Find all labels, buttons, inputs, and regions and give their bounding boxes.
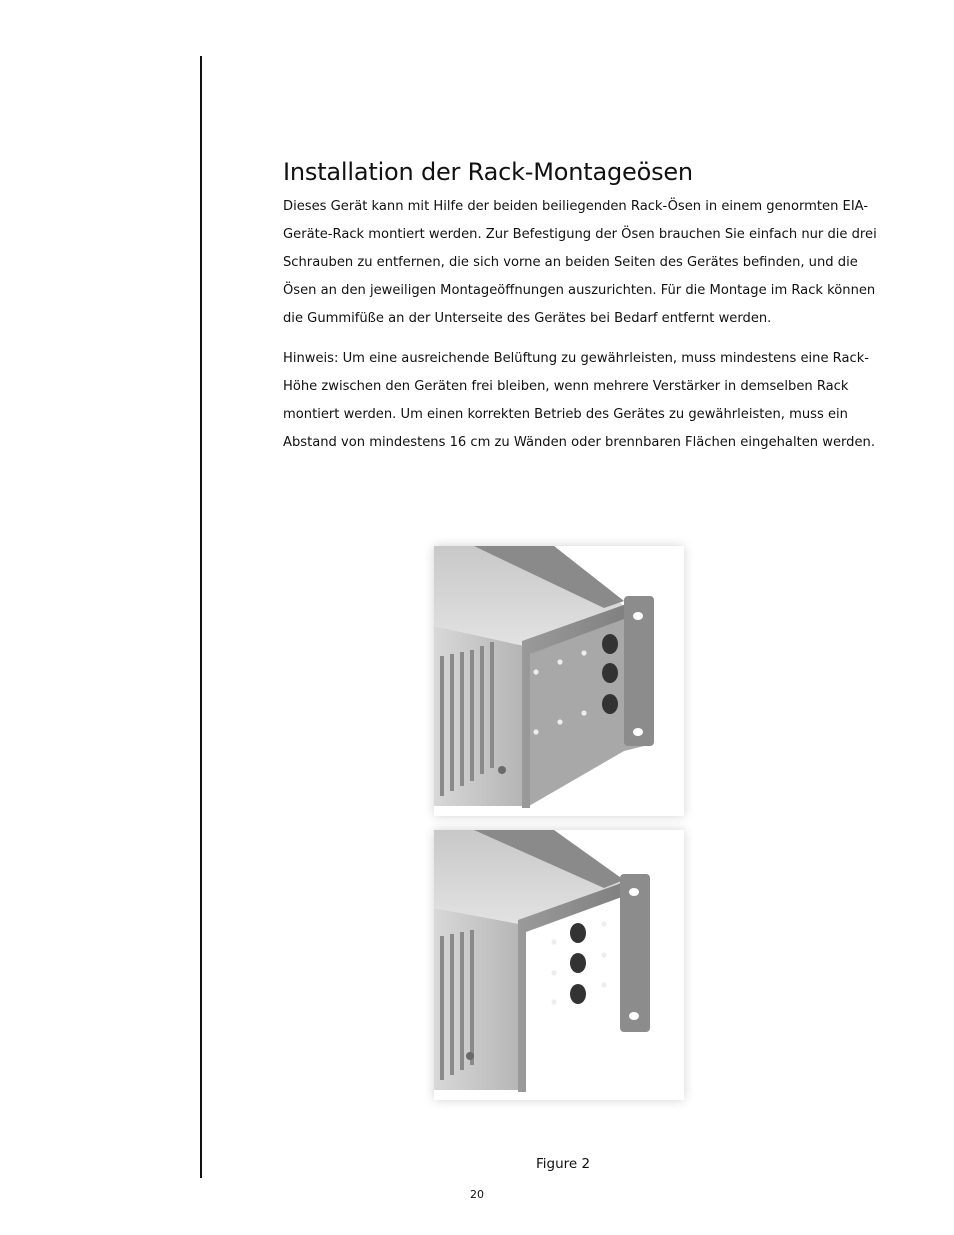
figure-rack-ears (434, 546, 684, 1114)
page-number: 20 (470, 1188, 484, 1201)
main-content (283, 155, 895, 469)
page-title: Installation der Rack-Montageösen (283, 158, 693, 186)
margin-rule (200, 56, 202, 1178)
paragraph-installation: Dieses Gerät kann mit Hilfe der beiden beiliegenden Rack-Ösen in einem genormten EIA-Geräte-Rack montiert werden. Zur Befestigung der Ösen brauchen Sie einfach nur die drei Schrauben zu entfernen, die sich vorne an beiden Seiten des Gerätes befinden, und die Ösen an den jeweiligen Montageöffnungen auszurichten. Für die Montage im Rack können die Gummifüße an der Unterseite des Gerätes bei Bedarf entfernt werden. (283, 199, 877, 326)
figure-caption: Figure 2 (536, 1156, 591, 1172)
paragraph-note: Hinweis: Um eine ausreichende Belüftung zu gewährleisten, muss mindestens eine Rack-Höhe zwischen den Geräten frei bleiben, wenn mehrere Verstärker in demselben Rack montiert werden. Um einen korrekten Betrieb des Gerätes zu gewährleisten, muss ein Abstand von mindestens 16 cm zu Wänden oder brennbaren Flächen eingehalten werden. (283, 351, 875, 450)
rack-ear-illustration-top (434, 546, 684, 816)
rack-ear-illustration-bottom (434, 830, 684, 1100)
